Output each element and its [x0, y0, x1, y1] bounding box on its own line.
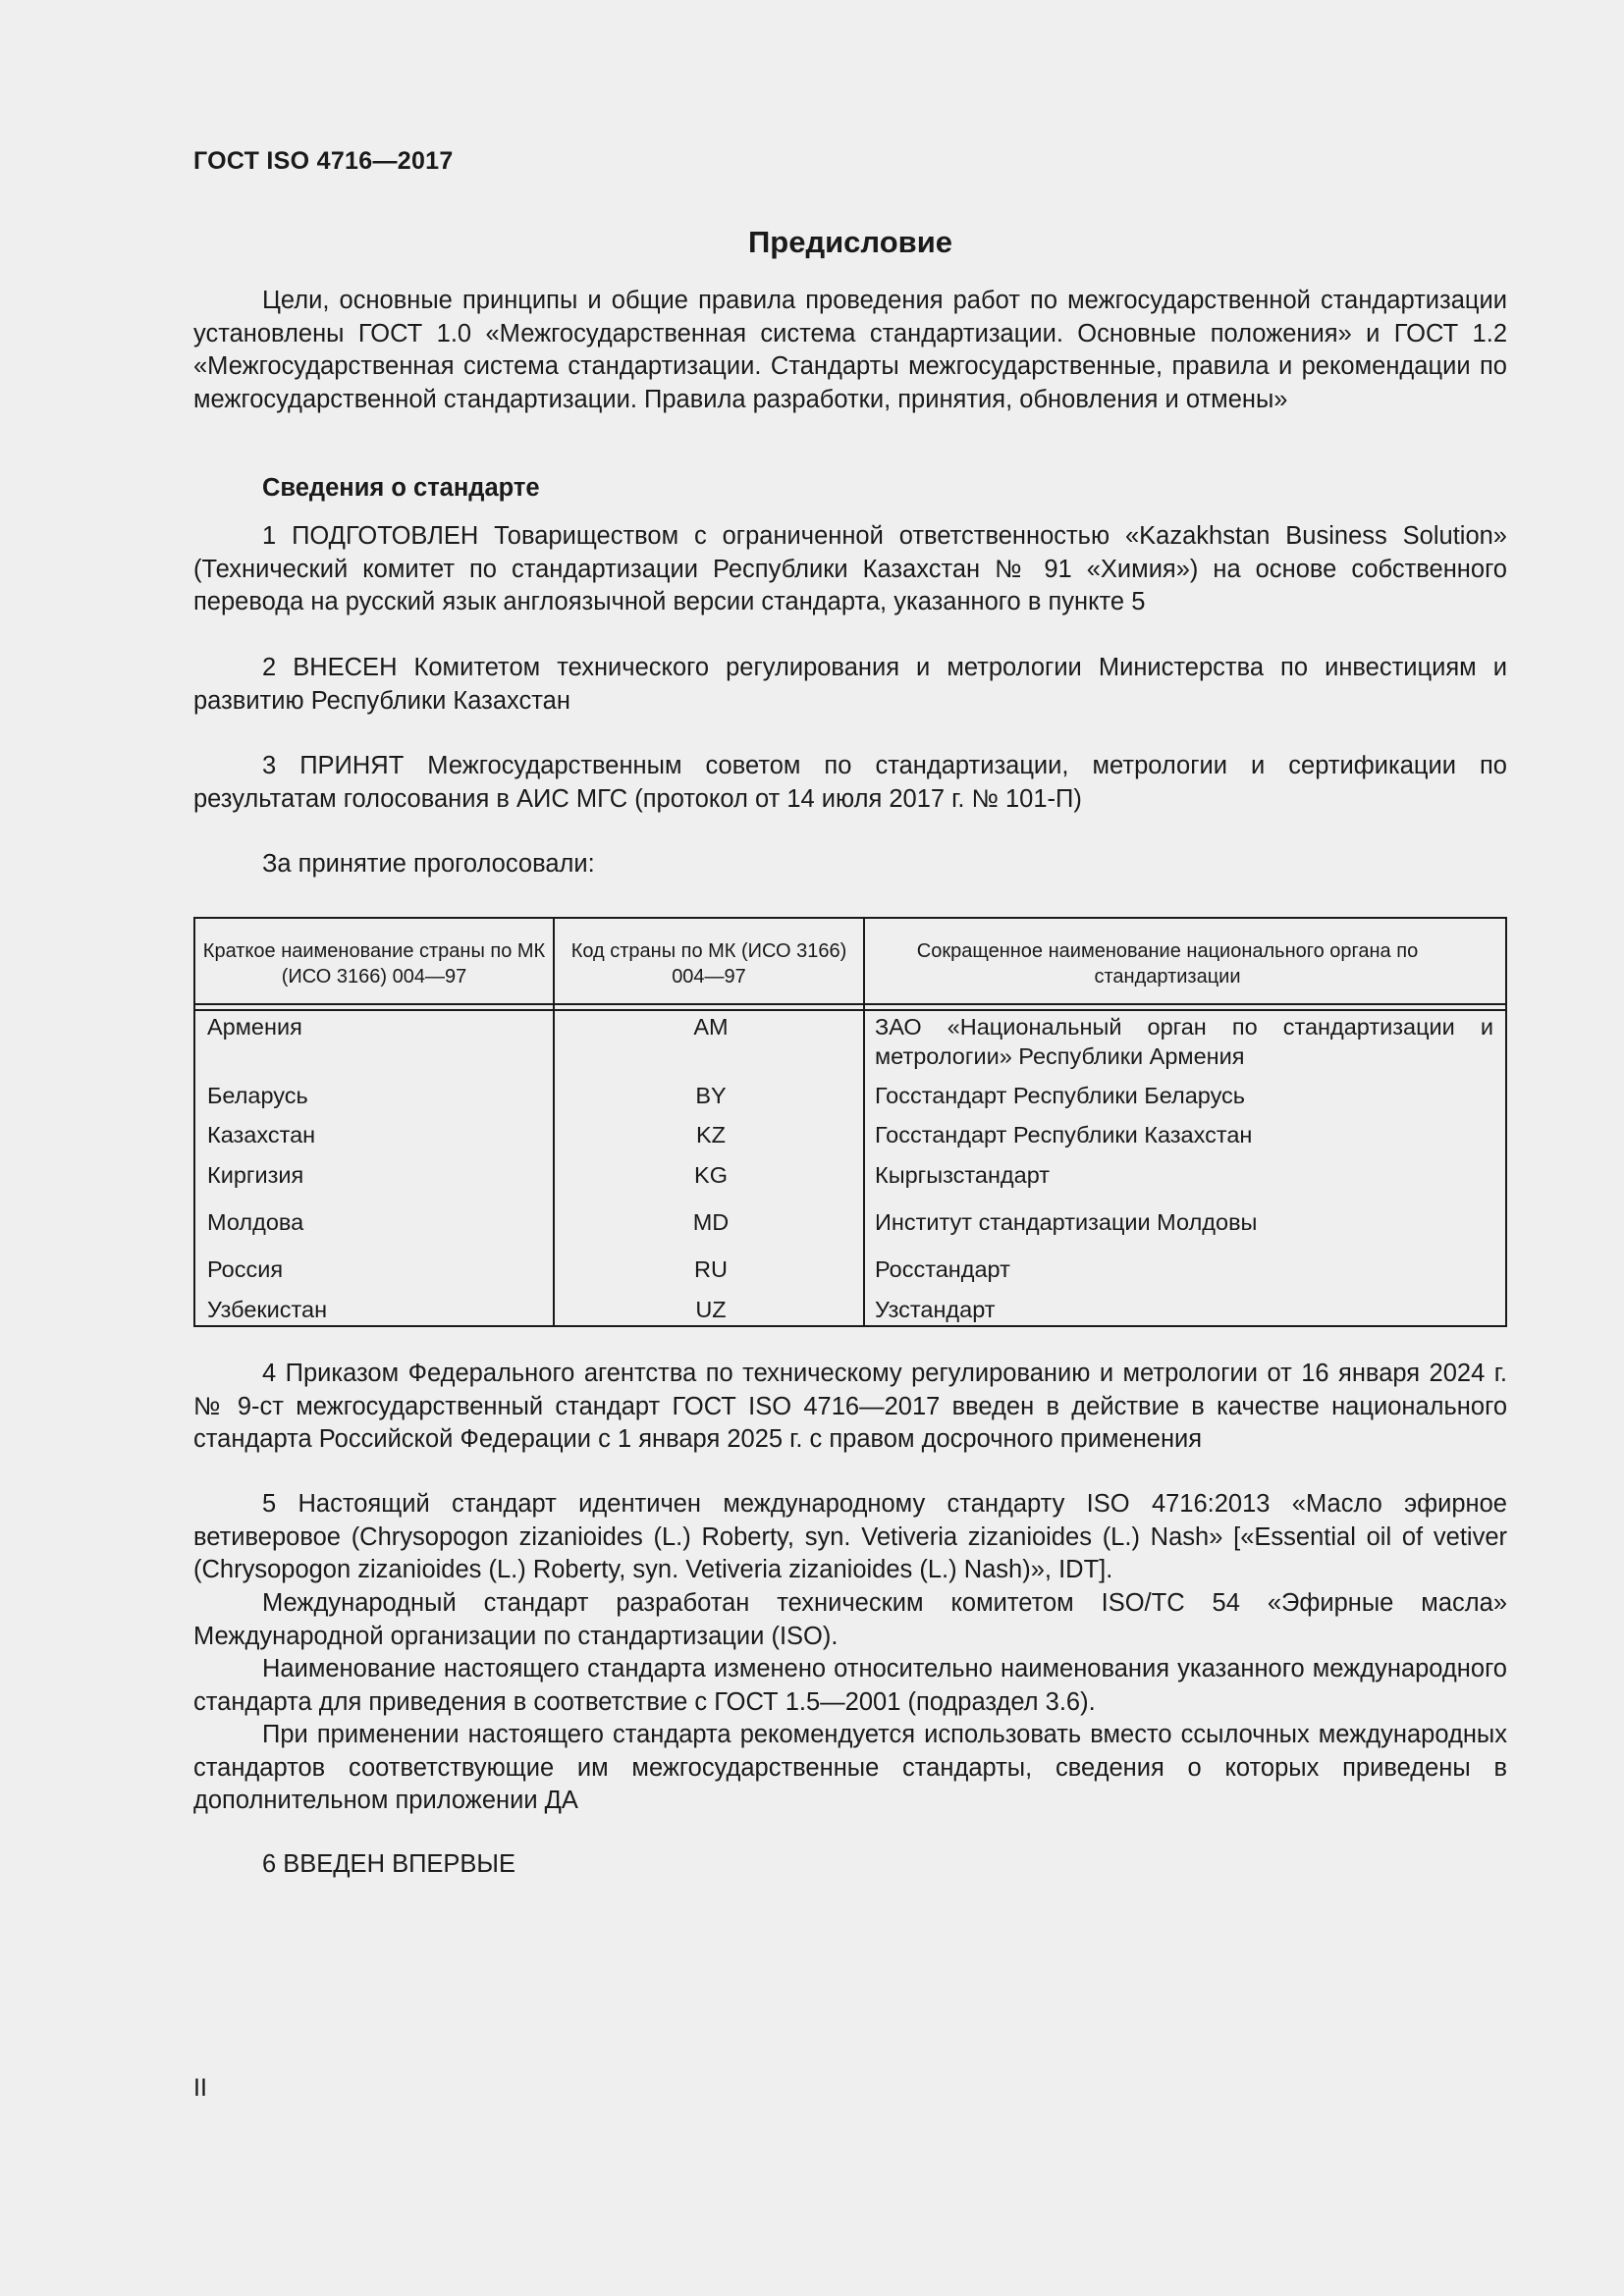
table-cell-org: Госстандарт Республики Казахстан [875, 1122, 1253, 1148]
table-cell-country: Узбекистан [207, 1297, 328, 1322]
table-cell-code: KZ [695, 1122, 727, 1148]
table-header-rule [195, 1009, 1505, 1011]
item-4: 4 Приказом Федерального агентства по техническому регулированию и метрологии от 16 января 2024 г. № 9-ст межгосударственный стандарт ГОСТ ISO 4716—2017 введен в действие в качестве национального стандарта Российской Федерации с 1 января 2025 г. с правом досрочного применения [193, 1360, 1507, 1453]
item-6: 6 ВВЕДЕН ВПЕРВЫЕ [262, 1850, 516, 1878]
table-cell-org: Институт стандартизации Молдовы [875, 1209, 1258, 1235]
table-header-org: Сокращенное наименование национального органа по стандартизации [916, 940, 1419, 988]
item-2: 2 ВНЕСЕН Комитетом технического регулирования и метрологии Министерства по инвестициям и развитию Республики Казахстан [193, 654, 1507, 715]
page-title: Предисловие [747, 225, 952, 259]
table-cell-country: Армения [207, 1014, 302, 1040]
table-cell-code: BY [695, 1083, 727, 1108]
item-3: 3 ПРИНЯТ Межгосударственным советом по стандартизации, метрологии и сертификации по результатам голосования в АИС МГС (протокол от 14 июля 2017 г. № 101-П) [193, 752, 1507, 813]
table-cell-org: ЗАО «Национальный орган по стандартизации и метрологии» Республики Армения [875, 1014, 1493, 1069]
voting-table [193, 917, 1507, 1327]
table-header-country: Краткое наименование страны по МК (ИСО 3166) 004—97 [202, 940, 546, 988]
table-cell-org: Кыргызстандарт [875, 1162, 1051, 1188]
table-header-code: Код страны по МК (ИСО 3166) 004—97 [570, 940, 847, 988]
table-cell-country: Беларусь [207, 1083, 308, 1108]
table-cell-code: MD [692, 1209, 730, 1235]
table-cell-country: Киргизия [207, 1162, 304, 1188]
item-5: 5 Настоящий стандарт идентичен международному стандарту ISO 4716:2013 «Масло эфирное ветиверовое (Chrysopogon zizanioides (L.) Roberty, syn. Vetiveria zizanioides (L.) Nash» [«Essential oil of vetiver (Chrysopogon zizanioides (L.) Roberty, syn. Vetiveria zizanioides (L.) Nash)», IDT]. [193, 1490, 1507, 1583]
table-cell-code: AM [693, 1014, 729, 1040]
table-cell-country: Молдова [207, 1209, 304, 1235]
page-number: II [193, 2074, 207, 2102]
table-cell-org: Росстандарт [875, 1256, 1010, 1282]
intro-paragraph: Цели, основные принципы и общие правила проведения работ по межгосударственной стандартизации установлены ГОСТ 1.0 «Межгосударственная система стандартизации. Основные положения» и ГОСТ 1.2 «Межгосударственная система стандартизации. Стандарты межгосударственные, правила и рекомендации по межгосударственной стандартизации. Правила разработки, принятия, обновления и отмены» [193, 287, 1507, 413]
item-1: 1 ПОДГОТОВЛЕН Товариществом с ограниченной ответственностью «Kazakhstan Business Solution» (Технический комитет по стандартизации Республики Казахстан № 91 «Химия») на основе собственного перевода на русский язык англоязычной версии стандарта, указанного в пункте 5 [193, 522, 1507, 615]
info-heading: Сведения о стандарте [262, 474, 540, 502]
table-cell-code: RU [694, 1256, 728, 1282]
table-cell-country: Россия [207, 1256, 284, 1282]
table-header-rule [195, 1003, 1505, 1005]
table-cell-code: UZ [695, 1297, 727, 1322]
table-cell-code: KG [694, 1162, 728, 1188]
item-5-paragraph-4: При применении настоящего стандарта рекомендуется использовать вместо ссылочных международных стандартов соответствующие им межгосударственные стандарты, сведения о которых приведены в дополнительном приложении ДА [193, 1721, 1507, 1814]
item-5-paragraph-3: Наименование настоящего стандарта изменено относительно наименования указанного международного стандарта для приведения в соответствие с ГОСТ 1.5—2001 (подраздел 3.6). [193, 1655, 1507, 1716]
item-5-paragraph-2: Международный стандарт разработан техническим комитетом ISO/TC 54 «Эфирные масла» Международной организации по стандартизации (ISO). [193, 1589, 1507, 1650]
table-cell-org: Узстандарт [875, 1297, 996, 1322]
voted-for-label: За принятие проголосовали: [262, 850, 595, 878]
document-header: ГОСТ ISO 4716—2017 [193, 147, 454, 175]
document-page [193, 0, 1507, 2296]
table-cell-country: Казахстан [207, 1122, 316, 1148]
table-cell-org: Госстандарт Республики Беларусь [875, 1083, 1246, 1108]
